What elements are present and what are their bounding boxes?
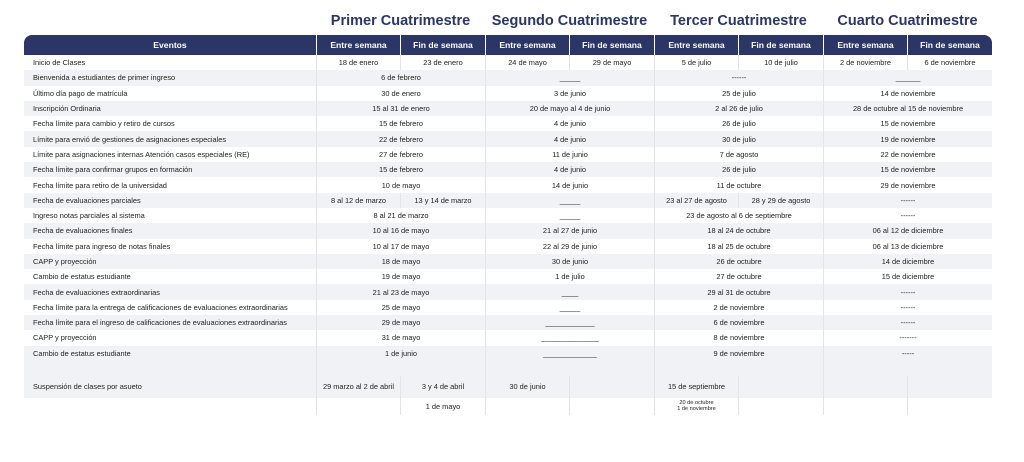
- event-name: Cambio de estatus estudiante: [24, 346, 316, 361]
- q3-date: 26 de octubre: [654, 254, 823, 269]
- q1-date: 15 de febrero: [316, 162, 485, 177]
- q3-weekend-date: 28 y 29 de agosto: [738, 193, 823, 208]
- spacer-cell: [823, 361, 992, 376]
- q3-date: 26 de julio: [654, 116, 823, 131]
- q2-date: ______________: [485, 330, 654, 345]
- q1-weekday-date: 8 al 12 de marzo: [316, 193, 400, 208]
- q3-date: 25 de julio: [654, 86, 823, 101]
- quarter-heading-4: Cuarto Cuatrimestre: [837, 13, 978, 29]
- event-name: Fecha límite para la entrega de calificaciones de evaluaciones extraordinarias: [33, 302, 288, 312]
- spacer-cell: [654, 361, 823, 376]
- event-name: Ingreso notas parciales al sistema: [33, 211, 145, 221]
- header-q4-weekend: Fin de semana: [907, 35, 992, 55]
- holiday-extra-q4-weekday: [823, 398, 907, 415]
- event-name: Fecha de evaluaciones finales: [24, 223, 316, 238]
- q1-date: 8 al 21 de marzo: [316, 208, 485, 223]
- q4-date: 14 de diciembre: [823, 254, 992, 269]
- holiday-extra-event: [24, 398, 316, 415]
- table-row: [24, 284, 992, 299]
- q1-date: 19 de mayo: [316, 269, 485, 284]
- q3-weekday-date: 5 de julio: [654, 55, 738, 70]
- q2-date: 30 de junio: [485, 254, 654, 269]
- table-row: [24, 239, 992, 254]
- holiday-q3-weekend: [738, 376, 823, 398]
- q3-date: 18 al 24 de octubre: [654, 223, 823, 238]
- q1-date: 21 al 23 de mayo: [316, 284, 485, 299]
- q2-date: _____: [485, 208, 654, 223]
- holiday-extra-q3-line1: 20 de octubre: [679, 400, 714, 407]
- q1-date: 27 de febrero: [316, 147, 485, 162]
- q2-date: _____________: [485, 346, 654, 361]
- table-row: [24, 269, 992, 284]
- table-row: [24, 315, 992, 330]
- table-row: [24, 131, 992, 146]
- q1-weekend-date: 23 de enero: [400, 55, 485, 70]
- q4-date: 06 al 12 de diciembre: [823, 223, 992, 238]
- table-row: [24, 70, 992, 85]
- event-name: Límite para asignaciones internas Atención casos especiales (RE): [33, 149, 250, 159]
- q3-date: 2 al 26 de julio: [654, 101, 823, 116]
- q4-date: ______: [823, 70, 992, 85]
- q3-date: 23 de agosto al 6 de septiembre: [654, 208, 823, 223]
- event-name: Inicio de Clases: [33, 58, 86, 68]
- q2-date: _____: [485, 193, 654, 208]
- table-row: [24, 162, 992, 177]
- q1-date: 10 al 16 de mayo: [316, 223, 485, 238]
- event-name: Último día pago de matrícula: [33, 88, 128, 98]
- header-q2-weekday: Entre semana: [485, 35, 569, 55]
- q1-date: 10 de mayo: [316, 177, 485, 192]
- q2-date: 1 de julio: [485, 269, 654, 284]
- header-q1-weekend: Fin de semana: [400, 35, 485, 55]
- holiday-extra-q2-weekday: [485, 398, 569, 415]
- q4-weekday-date: 2 de noviembre: [823, 55, 907, 70]
- table-header-row: [24, 35, 992, 55]
- event-name: Límite para envió de gestiones de asignaciones especiales: [24, 131, 316, 146]
- q3-date: 11 de octubre: [654, 177, 823, 192]
- q4-date: 28 de octubre al 15 de noviembre: [823, 101, 992, 116]
- q4-date: 15 de diciembre: [823, 269, 992, 284]
- q2-date: 4 de junio: [485, 131, 654, 146]
- table-row: [24, 116, 992, 131]
- event-name: Bienvenida a estudiantes de primer ingreso: [24, 70, 316, 85]
- event-name: Fecha límite para cambio y retiro de cursos: [33, 119, 175, 129]
- q4-date: ------: [823, 300, 992, 315]
- q1-date: 1 de junio: [316, 346, 485, 361]
- spacer-cell: [24, 361, 316, 376]
- holiday-q2-weekend: [569, 376, 654, 398]
- q3-date: 29 al 31 de octubre: [654, 284, 823, 299]
- q3-weekday-date: 23 al 27 de agosto: [654, 193, 738, 208]
- holiday-q2-weekday: 30 de junio: [485, 376, 569, 398]
- academic-calendar-table: [24, 35, 992, 415]
- q1-date: 18 de mayo: [316, 254, 485, 269]
- q3-date: 8 de noviembre: [654, 330, 823, 345]
- header-q3-weekend: Fin de semana: [738, 35, 823, 55]
- q3-date: 6 de noviembre: [654, 315, 823, 330]
- quarter-headings: [316, 10, 992, 32]
- table-row: [24, 254, 992, 269]
- table-row: [24, 101, 992, 116]
- q1-date: 15 al 31 de enero: [316, 101, 485, 116]
- table-row: [24, 208, 992, 223]
- table-row: [24, 300, 992, 315]
- quarter-heading-2: Segundo Cuatrimestre: [491, 13, 648, 29]
- q1-date: 25 de mayo: [316, 300, 485, 315]
- header-q4-weekday: Entre semana: [823, 35, 907, 55]
- q1-date: 31 de mayo: [316, 330, 485, 345]
- event-name: Cambio de estatus estudiante: [33, 272, 131, 282]
- q2-date: ____________: [485, 315, 654, 330]
- event-name: Inscripción Ordinaria: [24, 101, 316, 116]
- q3-date: 26 de julio: [654, 162, 823, 177]
- q1-date: 10 al 17 de mayo: [316, 239, 485, 254]
- q4-date: 14 de noviembre: [823, 86, 992, 101]
- q3-date: 9 de noviembre: [654, 346, 823, 361]
- q2-date: 20 de mayo al 4 de junio: [485, 101, 654, 116]
- q2-weekend-date: 29 de mayo: [569, 55, 654, 70]
- q1-date: 30 de enero: [316, 86, 485, 101]
- q3-date: 27 de octubre: [654, 269, 823, 284]
- q4-date: 06 al 13 de diciembre: [823, 239, 992, 254]
- q4-date: ------: [823, 315, 992, 330]
- q4-date: -------: [823, 330, 992, 345]
- spacer-cell: [316, 361, 485, 376]
- q3-date: 18 al 25 de octubre: [654, 239, 823, 254]
- header-q2-weekend: Fin de semana: [569, 35, 654, 55]
- holiday-row-extra: [24, 398, 992, 415]
- table-row: [24, 147, 992, 162]
- holiday-extra-q1-weekend: 1 de mayo: [400, 398, 485, 415]
- q1-date: 22 de febrero: [316, 131, 485, 146]
- q1-date: 15 de febrero: [316, 116, 485, 131]
- event-name: Fecha límite para el ingreso de calificaciones de evaluaciones extraordinarias: [24, 315, 316, 330]
- spacer-cell: [485, 361, 654, 376]
- event-name: Fecha límite para ingreso de notas finales: [33, 241, 171, 251]
- q1-weekend-date: 13 y 14 de marzo: [400, 193, 485, 208]
- q4-date: 19 de noviembre: [823, 131, 992, 146]
- q3-date: 30 de julio: [654, 131, 823, 146]
- quarter-heading-3: Tercer Cuatrimestre: [670, 13, 807, 29]
- event-name: Fecha límite para retiro de la universidad: [33, 180, 167, 190]
- holiday-q4-weekend: [907, 376, 992, 398]
- table-row: [24, 177, 992, 192]
- holiday-q3-weekday: 15 de septiembre: [654, 376, 738, 398]
- holiday-q1-weekend: 3 y 4 de abril: [400, 376, 485, 398]
- table-row: [24, 346, 992, 361]
- header-q1-weekday: Entre semana: [316, 35, 400, 55]
- q2-date: 3 de junio: [485, 86, 654, 101]
- q3-weekend-date: 10 de julio: [738, 55, 823, 70]
- table-row: [24, 86, 992, 101]
- q4-date: 15 de noviembre: [823, 162, 992, 177]
- header-events: Eventos: [24, 35, 316, 55]
- holiday-q4-weekday: [823, 376, 907, 398]
- q2-weekday-date: 24 de mayo: [485, 55, 569, 70]
- holiday-q1-weekday: 29 marzo al 2 de abril: [316, 376, 400, 398]
- q2-date: _____: [485, 70, 654, 85]
- q1-date: 6 de febrero: [316, 70, 485, 85]
- q2-date: 22 al 29 de junio: [485, 239, 654, 254]
- q1-weekday-date: 18 de enero: [316, 55, 400, 70]
- q1-date: 29 de mayo: [316, 315, 485, 330]
- q4-date: ------: [823, 208, 992, 223]
- q2-date: ____: [485, 284, 654, 299]
- q4-weekend-date: 6 de noviembre: [907, 55, 992, 70]
- holiday-extra-q1-weekday: [316, 398, 400, 415]
- holiday-extra-q3-weekend: [738, 398, 823, 415]
- header-q3-weekday: Entre semana: [654, 35, 738, 55]
- q2-date: _____: [485, 300, 654, 315]
- table-body: [24, 55, 992, 415]
- holiday-extra-q4-weekend: [907, 398, 992, 415]
- q2-date: 14 de junio: [485, 177, 654, 192]
- q3-date: 7 de agosto: [654, 147, 823, 162]
- holiday-extra-q2-weekend: [569, 398, 654, 415]
- table-row: [24, 193, 992, 208]
- q2-date: 4 de junio: [485, 116, 654, 131]
- q4-date: 15 de noviembre: [823, 116, 992, 131]
- q3-date: 2 de noviembre: [654, 300, 823, 315]
- q2-date: 11 de junio: [485, 147, 654, 162]
- holiday-event: Suspensión de clases por asueto: [24, 376, 316, 398]
- q4-date: 29 de noviembre: [823, 177, 992, 192]
- q2-date: 4 de junio: [485, 162, 654, 177]
- event-name: Fecha de evaluaciones parciales: [24, 193, 316, 208]
- q4-date: 22 de noviembre: [823, 147, 992, 162]
- q4-date: ------: [823, 193, 992, 208]
- q2-date: 21 al 27 de junio: [485, 223, 654, 238]
- holiday-row: [24, 376, 992, 398]
- q4-date: -----: [823, 346, 992, 361]
- q4-date: ------: [823, 284, 992, 299]
- table-row: [24, 223, 992, 238]
- q3-date: ------: [654, 70, 823, 85]
- event-name: Fecha límite para confirmar grupos en formación: [24, 162, 316, 177]
- holiday-extra-q3-weekday: [654, 398, 738, 415]
- event-name: Fecha de evaluaciones extraordinarias: [24, 284, 316, 299]
- holiday-extra-q3-line2: 1 de noviembre: [677, 406, 716, 413]
- quarter-heading-1: Primer Cuatrimestre: [330, 13, 471, 29]
- table-row: [24, 55, 992, 70]
- event-name: CAPP y proyección: [33, 333, 97, 343]
- event-name: CAPP y proyección: [24, 254, 316, 269]
- table-row: [24, 330, 992, 345]
- spacer-row: [24, 361, 992, 376]
